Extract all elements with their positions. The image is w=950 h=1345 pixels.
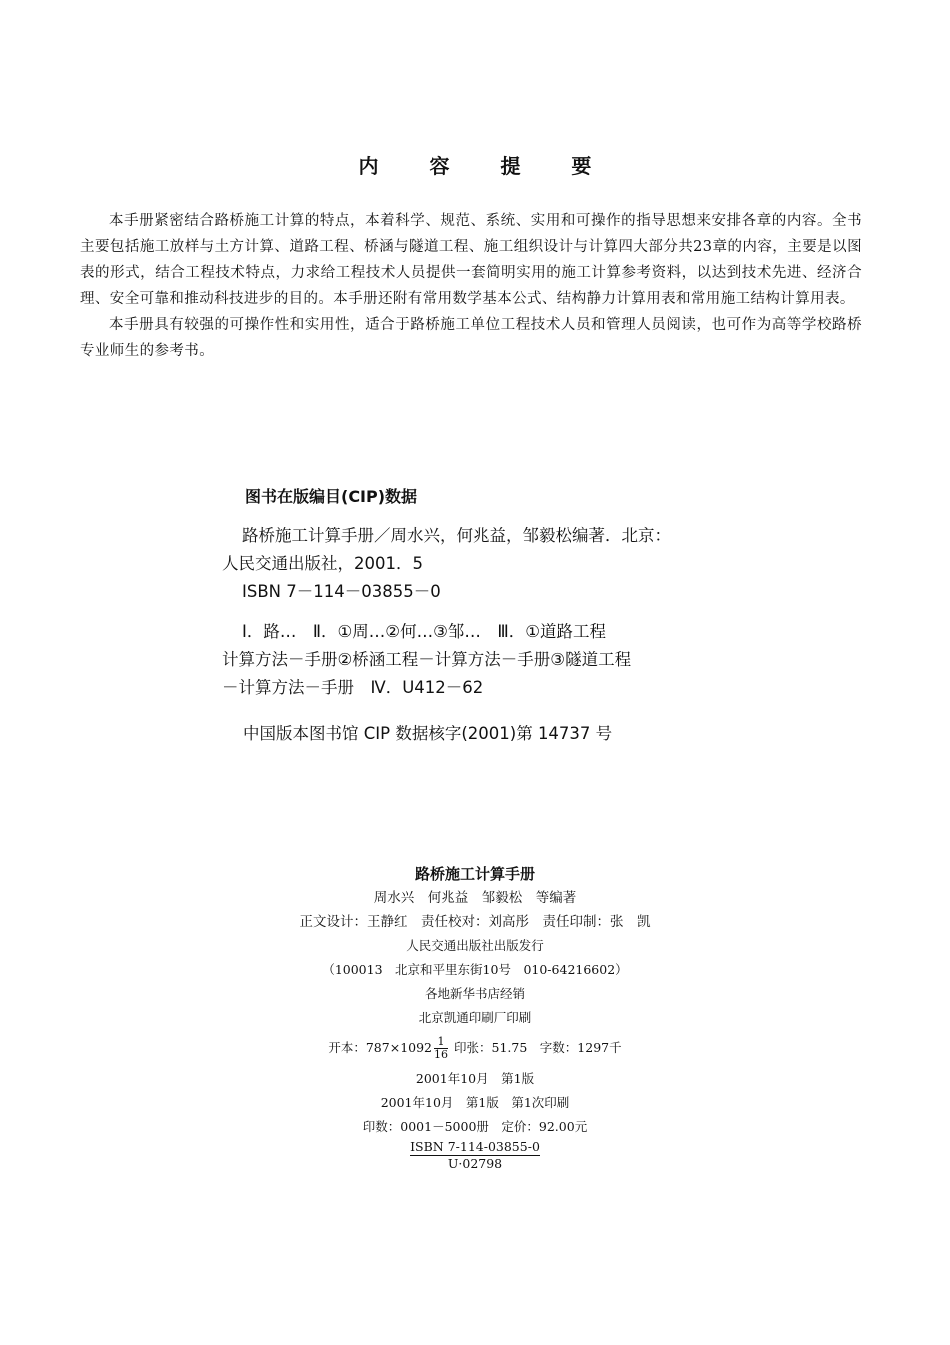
colophon-isbn-wrap bbox=[0, 1139, 950, 1156]
colophon-book-title: 路桥施工计算手册 bbox=[414, 865, 535, 883]
colophon-editors: 正文设计：王静红 责任校对：刘高彤 责任印制：张 凯 bbox=[299, 914, 651, 930]
colophon-printing: 2001年10月 第1版 第1次印刷 bbox=[380, 1095, 570, 1110]
colophon-printer: 北京凯通印刷厂印刷 bbox=[418, 1010, 532, 1025]
colophon-publisher: 人民交通出版社出版发行 bbox=[406, 938, 544, 953]
format-fraction bbox=[434, 1036, 448, 1061]
colophon-edition: 2001年10月 第1版 bbox=[415, 1071, 535, 1086]
cip-record bbox=[222, 522, 742, 702]
summary-body bbox=[80, 208, 862, 364]
cip-line-subject-2: 计算方法－手册②桥涵工程－计算方法－手册③隧道工程 bbox=[222, 650, 632, 669]
colophon-address: （100013 北京和平里东街10号 010-64216602） bbox=[322, 962, 628, 977]
summary-paragraph-1: 本手册紧密结合路桥施工计算的特点，本着科学、规范、系统、实用和可操作的指导思想来安排各章的内容。全书主要包括施工放样与土方计算、道路工程、桥涵与隧道工程、施工组织设计与计算四大部分共23章的内容，主要是以图表的形式，结合工程技术特点，力求给工程技术人员提供一套简明实用的施工计算参考资料，以达到技术先进、经济合理、安全可靠和推动科技进步的目的。本手册还附有常用数学基本公式、结构静力计算用表和常用施工结构计算用表。 bbox=[80, 213, 862, 307]
format-sheets-words: 印张：51.75 字数：1297千 bbox=[454, 1040, 622, 1055]
colophon-authors: 周水兴 何兆益 邹毅松 等编著 bbox=[373, 890, 577, 906]
colophon bbox=[0, 862, 950, 1172]
colophon-isbn: ISBN 7-114-03855-0 bbox=[410, 1139, 540, 1154]
cip-line-title: 路桥施工计算手册／周水兴，何兆益，邹毅松编著．北京： bbox=[242, 526, 671, 545]
cip-line-subject-1: Ⅰ．路… Ⅱ．①周…②何…③邹… Ⅲ．①道路工程 bbox=[242, 622, 607, 641]
format-fraction-numerator: 1 bbox=[434, 1036, 448, 1049]
summary-paragraph-2: 本手册具有较强的可操作性和实用性，适合于路桥施工单位工程技术人员和管理人员阅读，也可作为高等学校路桥专业师生的参考书。 bbox=[80, 317, 862, 359]
cip-approval-number: 中国版本图书馆 CIP 数据核字(2001)第 14737 号 bbox=[243, 724, 613, 743]
cip-heading: 图书在版编目(CIP)数据 bbox=[245, 487, 418, 506]
cip-line-publisher: 人民交通出版社，2001．5 bbox=[222, 554, 423, 573]
format-size: 开本：787×1092 bbox=[328, 1040, 433, 1055]
colophon-run-price: 印数：0001－5000册 定价：92.00元 bbox=[362, 1119, 588, 1134]
colophon-distributor: 各地新华书店经销 bbox=[424, 986, 525, 1001]
summary-title: 内 容 提 要 bbox=[358, 154, 614, 178]
cip-line-subject-3: －计算方法－手册 Ⅳ．U412－62 bbox=[222, 678, 484, 697]
cip-line-isbn: ISBN 7－114－03855－0 bbox=[242, 582, 441, 601]
colophon-code: U·02798 bbox=[447, 1156, 503, 1171]
colophon-format bbox=[0, 1036, 950, 1061]
format-fraction-denominator: 16 bbox=[434, 1048, 449, 1061]
